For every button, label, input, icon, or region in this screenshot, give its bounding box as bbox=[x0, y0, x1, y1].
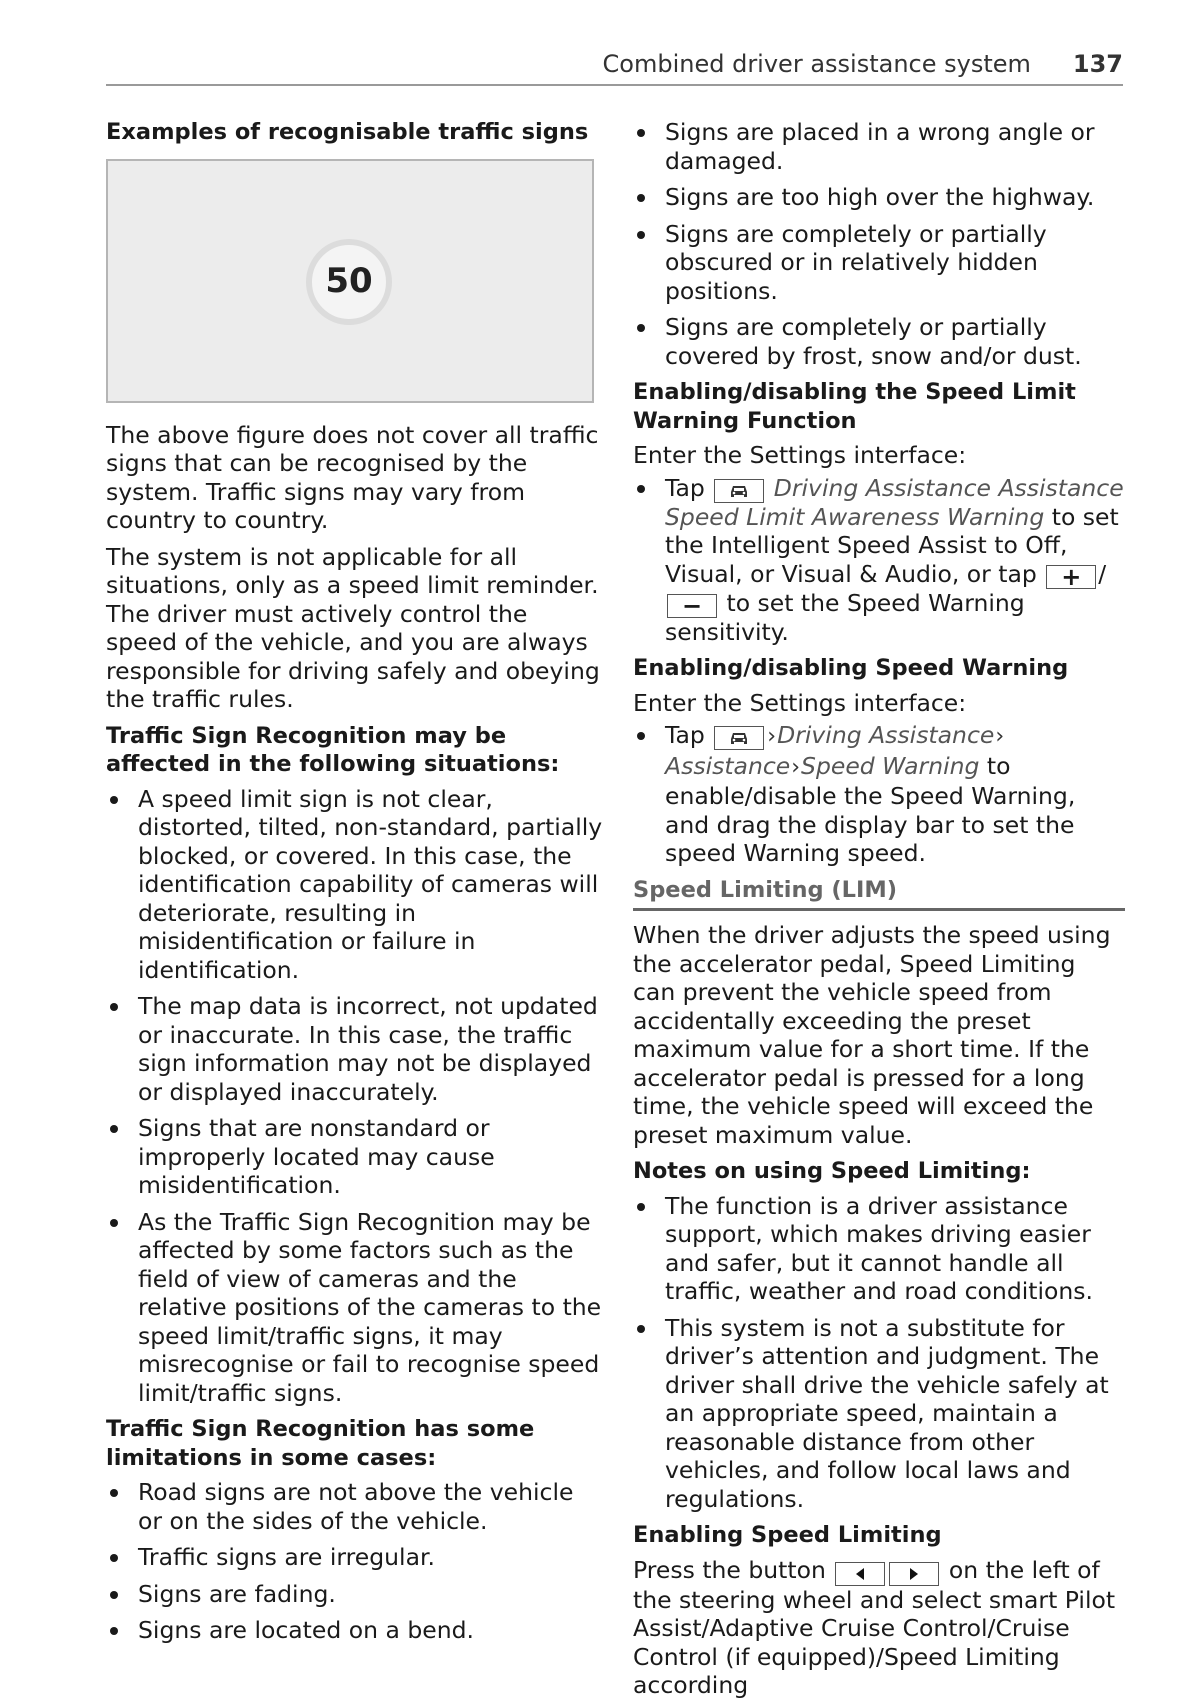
chevron-right-icon: › bbox=[995, 724, 1005, 749]
list-item: A speed limit sign is not clear, distorted, tilted, non-standard, partially blocked, or covered. In this case, the identification capability of cameras will deteriorate, resulting in misidentification or failure in identification. bbox=[106, 785, 604, 985]
list-item: Signs are completely or partially obscured or in relatively hidden positions. bbox=[633, 220, 1125, 306]
settings-path-step: Speed Warning bbox=[801, 751, 980, 780]
right-column bbox=[633, 118, 1125, 1708]
slash-separator: / bbox=[1098, 559, 1107, 588]
enable-speed-limit-warning-heading: Enabling/disabling the Speed Limit Warning Function bbox=[633, 379, 1076, 434]
traffic-sign-figure bbox=[106, 159, 594, 403]
left-column bbox=[106, 118, 604, 1653]
notes-heading: Notes on using Speed Limiting: bbox=[633, 1158, 1031, 1184]
affected-list bbox=[106, 785, 604, 1408]
list-item: Traffic signs are irregular. bbox=[106, 1543, 604, 1572]
figure-heading: Examples of recognisable traffic signs bbox=[106, 119, 589, 145]
settings-path-step: Assistance bbox=[665, 751, 791, 780]
step-text: on the left of the steering wheel and select smart Pilot Assist/Adaptive Cruise Control/Cruise Control (if equipped)/Speed Limiting according bbox=[633, 1555, 1116, 1699]
enter-settings-text: Enter the Settings interface: bbox=[633, 688, 967, 717]
minus-button[interactable]: − bbox=[667, 594, 717, 618]
speed-limit-warning-steps bbox=[633, 474, 1125, 647]
list-item bbox=[633, 721, 1125, 868]
list-item: This system is not a substitute for driver’s attention and judgment. The driver shall drive the vehicle safely at an appropriate speed, maintain a reasonable distance from other vehicles, and follow local laws and regulations. bbox=[633, 1314, 1125, 1514]
right-arrow-button-icon[interactable] bbox=[889, 1562, 939, 1586]
running-section-title: Combined driver assistance system bbox=[602, 50, 1031, 78]
list-item: Signs are too high over the highway. bbox=[633, 183, 1125, 212]
list-item: Signs are completely or partially covered by frost, snow and/or dust. bbox=[633, 313, 1125, 370]
speed-limiting-section-title: Speed Limiting (LIM) bbox=[633, 876, 1125, 912]
list-item: Signs are located on a bend. bbox=[106, 1616, 604, 1645]
car-settings-icon[interactable] bbox=[714, 726, 764, 750]
speed-warning-steps bbox=[633, 721, 1125, 868]
chevron-right-icon: › bbox=[767, 724, 777, 749]
notes-list bbox=[633, 1192, 1125, 1514]
list-item: Signs are fading. bbox=[106, 1580, 604, 1609]
enable-speed-warning-heading: Enabling/disabling Speed Warning bbox=[633, 655, 1069, 681]
speed-limiting-paragraph: When the driver adjusts the speed using the accelerator pedal, Speed Limiting can prevent the vehicle speed from accidentally exceeding the preset maximum value for a short time. If the accelerator pedal is pressed for a long time, the vehicle speed will exceed the preset maximum value. bbox=[633, 921, 1111, 1149]
left-arrow-button-icon[interactable] bbox=[835, 1562, 885, 1586]
list-item bbox=[633, 474, 1125, 647]
plus-button[interactable]: + bbox=[1046, 565, 1096, 589]
speed-limit-value: 50 bbox=[325, 261, 373, 302]
list-item: Road signs are not above the vehicle or on the sides of the vehicle. bbox=[106, 1478, 604, 1535]
tap-label: Tap bbox=[665, 473, 705, 502]
limitations-heading: Traffic Sign Recognition has some limitations in some cases: bbox=[106, 1416, 535, 1471]
list-item: The map data is incorrect, not updated or inaccurate. In this case, the traffic sign information may not be displayed or displayed inaccurately. bbox=[106, 992, 604, 1106]
settings-path: Driving Assistance Assistance Speed Limit Awareness Warning bbox=[665, 473, 1124, 531]
page-number: 137 bbox=[1072, 50, 1123, 78]
chevron-right-icon: › bbox=[791, 754, 801, 780]
enabling-speed-limiting-heading: Enabling Speed Limiting bbox=[633, 1522, 942, 1548]
step-text: to set the Intelligent Speed Assist to Off, Visual, or Visual & Audio, or tap bbox=[665, 502, 1119, 588]
speed-limit-sign-icon bbox=[306, 239, 392, 325]
limitations-list bbox=[106, 1478, 604, 1645]
list-item: As the Traffic Sign Recognition may be affected by some factors such as the field of view of cameras and the relative positions of the cameras to the speed limit/traffic signs, it may misrecognise or fail to recognise speed limit/traffic signs. bbox=[106, 1208, 604, 1408]
step-text: Press the button bbox=[633, 1555, 826, 1584]
limitations-list-continued bbox=[633, 118, 1125, 370]
list-item: The function is a driver assistance support, which makes driving easier and safer, but it cannot handle all traffic, weather and road conditions. bbox=[633, 1192, 1125, 1306]
applicability-paragraph: The system is not applicable for all situations, only as a speed limit reminder. The driver must actively control the speed of the vehicle, and you are always responsible for driving safely and obeying the traffic rules. bbox=[106, 542, 600, 713]
step-text: to set the Speed Warning sensitivity. bbox=[665, 588, 1025, 646]
list-item: Signs that are nonstandard or improperly located may cause misidentification. bbox=[106, 1114, 604, 1200]
enabling-paragraph bbox=[633, 1556, 1125, 1700]
affected-heading: Traffic Sign Recognition may be affected in the following situations: bbox=[106, 722, 560, 777]
step-text: to enable/disable the Speed Warning, and drag the display bar to set the speed Warning speed. bbox=[665, 751, 1076, 867]
settings-path-step: Driving Assistance bbox=[777, 721, 995, 749]
page-header bbox=[106, 44, 1123, 86]
list-item: Signs are placed in a wrong angle or damaged. bbox=[633, 118, 1125, 175]
car-settings-icon[interactable] bbox=[714, 479, 764, 503]
figure-note-paragraph: The above figure does not cover all traffic signs that can be recognised by the system. Traffic signs may vary from country to country. bbox=[106, 420, 599, 534]
enter-settings-text: Enter the Settings interface: bbox=[633, 441, 967, 469]
tap-label: Tap bbox=[665, 721, 705, 749]
